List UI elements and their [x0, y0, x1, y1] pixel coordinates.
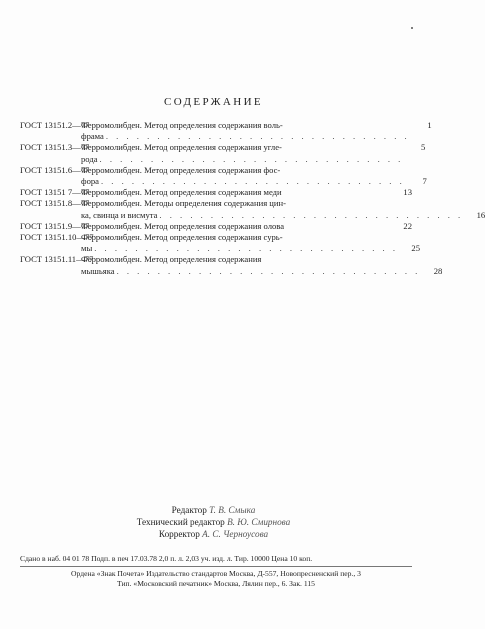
page-speck: [411, 27, 413, 29]
divider: [20, 566, 412, 567]
toc-page-number: 7: [422, 176, 427, 187]
toc-leader: [284, 221, 390, 232]
toc-page-number: 25: [411, 243, 420, 254]
toc-title: мышьяка: [81, 265, 115, 276]
toc-leader: . . . . . . . . . . . . . . . . . . . . . . . . . . . . . .: [116, 265, 421, 276]
toc-title: Ферромолибден. Методы определения содержания цин-: [81, 198, 286, 209]
toc-line: [81, 142, 425, 153]
toc-page-number: [410, 131, 432, 142]
toc-leader: [283, 232, 398, 243]
toc-standard-code: ГОСТ 13151.9—77: [20, 220, 90, 231]
toc-page-number: 1: [427, 120, 432, 130]
toc-page-number: [463, 198, 485, 209]
toc-page-number: [405, 165, 427, 176]
toc-line: [81, 176, 427, 187]
toc-title: ка, свинца и висмута: [81, 209, 158, 220]
toc-title: фрама: [81, 131, 104, 142]
toc-leader: [282, 187, 390, 198]
toc-line: [81, 221, 412, 232]
toc-title: мы: [81, 243, 93, 254]
toc-line: [81, 154, 425, 165]
tech-editor-label: Технический редактор: [136, 517, 225, 527]
toc-line: [81, 243, 420, 254]
toc-line: [81, 165, 427, 176]
toc-line: [81, 232, 420, 243]
page-title: СОДЕРЖАНИЕ: [163, 96, 264, 108]
publisher-line: Ордена «Знак Почета» Издательство стандартов Москва, Д-557, Новопресненский пер., 3: [71, 569, 361, 578]
imprint-line: Сдано в наб. 04 01 78 Подп. в печ 17.03.78 2,0 п. л. 2,03 уч. изд. л. Тир. 10000 Цена 10 коп.: [20, 554, 313, 563]
toc-title: рода: [81, 153, 98, 164]
toc-title: Ферромолибден. Метод определения содержания меди: [81, 187, 282, 198]
toc-leader: . . . . . . . . . . . . . . . . . . . . . . . . . . . . . .: [105, 131, 410, 142]
toc-entry: [20, 198, 485, 220]
table-of-contents: [20, 120, 485, 277]
toc-page-number: [398, 232, 420, 243]
toc-line: [81, 266, 442, 277]
corrector-name: А. С. Черноусова: [202, 529, 269, 539]
toc-entry: [20, 120, 432, 142]
toc-line: [81, 187, 412, 198]
toc-standard-code: ГОСТ 13151.11—77: [20, 254, 94, 265]
toc-leader: . . . . . . . . . . . . . . . . . . . . . . . . . . . . . .: [94, 243, 398, 254]
editor-name: Т. В. Смыка: [209, 505, 256, 515]
toc-line: [81, 120, 432, 131]
toc-leader: [282, 142, 403, 153]
toc-page-number: 16: [476, 209, 485, 220]
toc-standard-code: ГОСТ 13151.10—77: [20, 232, 94, 243]
toc-standard-code: ГОСТ 13151.2—77: [20, 120, 90, 130]
toc-page-number: 5: [421, 142, 426, 153]
toc-page-number: [403, 154, 425, 165]
credit-tech-editor: [0, 516, 427, 528]
toc-leader: . . . . . . . . . . . . . . . . . . . . . . . . . . . . . .: [100, 176, 405, 187]
toc-entry: [20, 254, 443, 276]
toc-line: [81, 198, 485, 209]
toc-entry: [20, 142, 426, 164]
toc-line: [81, 210, 485, 221]
toc-title: Ферромолибден. Метод определения содержания фос-: [81, 164, 281, 175]
publisher-footer: [20, 569, 412, 588]
corrector-label: Корректор: [158, 529, 200, 539]
toc-line: [81, 131, 432, 142]
toc-leader: . . . . . . . . . . . . . . . . . . . . . . . . . . . . . .: [159, 209, 464, 220]
toc-title: Ферромолибден. Метод определения содержания воль-: [81, 120, 283, 130]
credit-editor: [0, 504, 427, 516]
toc-entry: [20, 187, 412, 198]
tech-editor-name: В. Ю. Смирнова: [227, 517, 291, 527]
toc-page-number: [420, 254, 442, 265]
credits: [0, 504, 427, 540]
toc-title: фора: [81, 176, 99, 187]
toc-entry: [20, 221, 412, 232]
toc-leader: [283, 120, 410, 131]
toc-standard-code: ГОСТ 13151 7—77: [20, 187, 90, 198]
toc-entry: [20, 232, 420, 254]
toc-title: Ферромолибден. Метод определения содержания сурь-: [81, 232, 283, 243]
toc-title: Ферромолибден. Метод определения содержания олова: [81, 220, 285, 231]
toc-leader: . . . . . . . . . . . . . . . . . . . . . . . . . . . . . .: [99, 153, 404, 164]
editor-label: Редактор: [171, 505, 207, 515]
toc-title: Ферромолибден. Метод определения содержания: [81, 254, 262, 265]
toc-title: Ферромолибден. Метод определения содержания угле-: [81, 142, 282, 153]
toc-page-number: 28: [433, 265, 443, 276]
toc-line: [81, 254, 442, 265]
toc-leader: [286, 198, 463, 209]
toc-page-number: 13: [403, 187, 412, 198]
toc-page-number: 22: [403, 220, 412, 231]
toc-standard-code: ГОСТ 13151.8—77: [20, 198, 90, 209]
credit-corrector: [0, 528, 427, 540]
toc-leader: [261, 254, 420, 265]
toc-standard-code: ГОСТ 13151.6—77: [20, 164, 90, 175]
printer-line: Тип. «Московский печатник» Москва, Лялин пер., 6. Зак. 115: [117, 578, 315, 588]
toc-standard-code: ГОСТ 13151.3—77: [20, 142, 90, 153]
toc-entry: [20, 164, 427, 187]
toc-leader: [280, 165, 404, 176]
